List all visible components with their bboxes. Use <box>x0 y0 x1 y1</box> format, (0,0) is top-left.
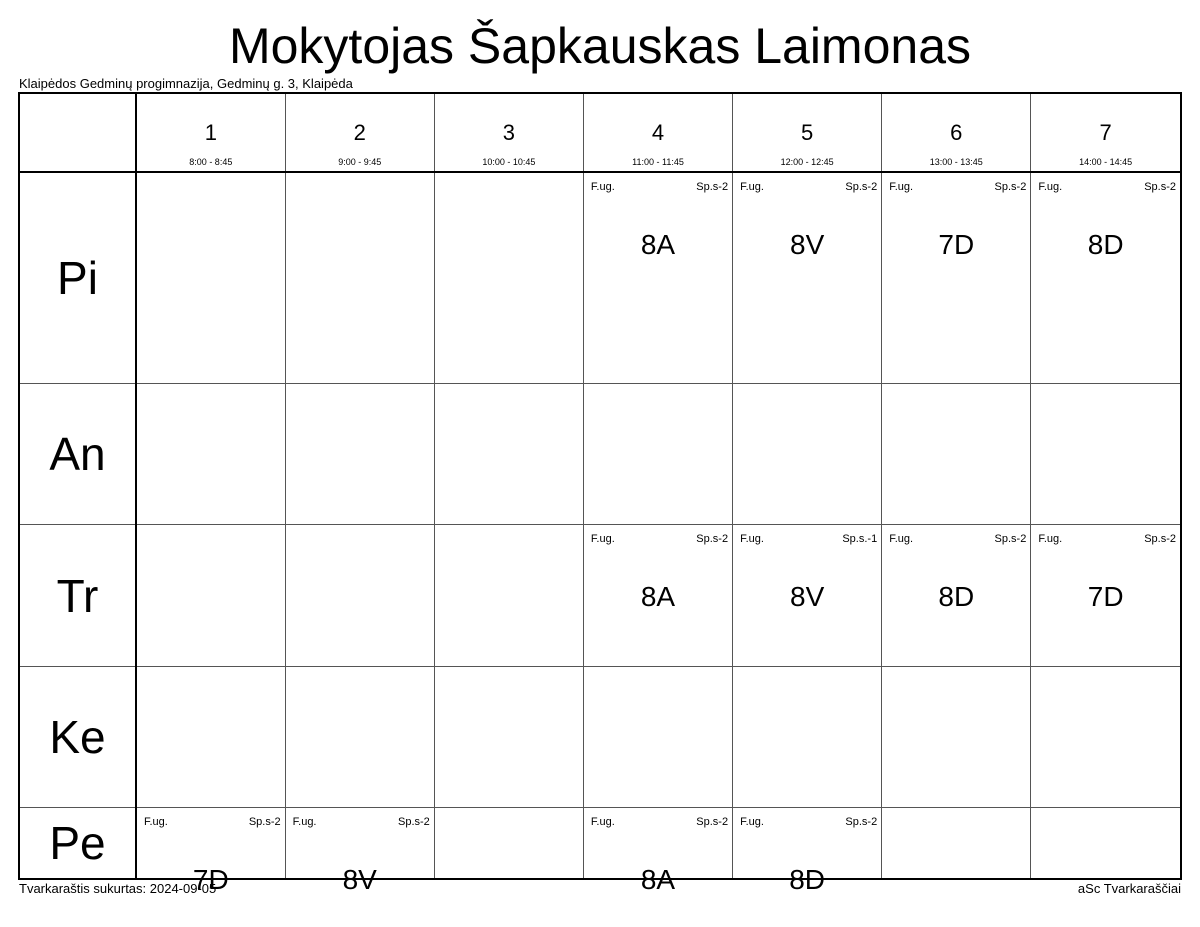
period-time: 14:00 - 14:45 <box>1079 157 1133 167</box>
lesson-room: Sp.s-2 <box>845 181 878 193</box>
lesson-subject: F.ug. <box>590 533 615 546</box>
empty-cell <box>136 384 285 525</box>
period-header-3 <box>434 94 583 172</box>
lesson-subject: F.ug. <box>740 533 764 546</box>
empty-cell <box>434 807 583 878</box>
lesson-room: Sp.s-2 <box>994 533 1027 546</box>
empty-cell <box>434 384 583 525</box>
day-label: Pi <box>57 252 98 305</box>
empty-cell <box>285 666 434 807</box>
lesson-cell <box>1031 172 1180 384</box>
empty-cell <box>882 666 1031 807</box>
empty-cell <box>285 172 434 384</box>
lesson-class: 7D <box>938 229 975 260</box>
lesson-room: Sp.s-2 <box>248 815 281 828</box>
period-header-4 <box>583 94 732 172</box>
day-label: An <box>49 428 106 481</box>
lesson-cell <box>583 172 732 384</box>
period-header-row <box>20 94 1180 172</box>
empty-cell <box>434 172 583 384</box>
empty-cell <box>733 666 882 807</box>
lesson-subject: F.ug. <box>144 815 168 828</box>
empty-cell <box>1031 807 1180 878</box>
empty-cell <box>882 384 1031 525</box>
day-row <box>20 807 1180 878</box>
lesson-class: 8A <box>640 229 676 260</box>
lesson-room: Sp.s-2 <box>1144 533 1176 546</box>
day-row <box>20 384 1180 525</box>
lesson-room: Sp.s-2 <box>845 815 878 828</box>
empty-cell <box>583 384 732 525</box>
lesson-cell <box>285 807 434 895</box>
lesson-room: Sp.s-2 <box>696 181 729 193</box>
lesson-cell <box>733 172 882 384</box>
lesson-class: 7D <box>192 863 229 895</box>
lesson-subject: F.ug. <box>292 815 317 828</box>
day-cell <box>20 666 136 807</box>
day-row <box>20 172 1180 384</box>
period-number: 4 <box>651 120 665 145</box>
lesson-subject: F.ug. <box>1038 533 1063 546</box>
lesson-room: Sp.s.-1 <box>842 533 878 546</box>
lesson-class: 8D <box>1087 229 1124 260</box>
lesson-class: 8A <box>640 863 676 895</box>
period-time: 10:00 - 10:45 <box>482 157 536 167</box>
empty-cell <box>1031 666 1180 807</box>
period-time: 8:00 - 8:45 <box>189 157 233 167</box>
empty-cell <box>733 384 882 525</box>
period-number: 3 <box>502 120 515 145</box>
period-time: 9:00 - 9:45 <box>338 157 382 167</box>
empty-cell <box>136 172 285 384</box>
lesson-subject: F.ug. <box>740 181 764 193</box>
lesson-room: Sp.s-2 <box>397 815 430 828</box>
lesson-class: 8V <box>790 581 825 613</box>
lesson-subject: F.ug. <box>1038 181 1063 193</box>
lesson-room: Sp.s-2 <box>994 181 1027 193</box>
period-number: 6 <box>950 120 963 145</box>
corner-cell <box>20 94 136 172</box>
school-address: Klaipėdos Gedminų progimnazija, Gedminų g. 3, Klaipėda <box>19 76 353 91</box>
lesson-class: 8A <box>640 581 676 613</box>
period-header-7 <box>1031 94 1180 172</box>
day-row <box>20 666 1180 807</box>
day-cell <box>20 525 136 666</box>
lesson-cell <box>136 807 285 895</box>
lesson-subject: F.ug. <box>889 533 914 546</box>
period-number: 5 <box>801 120 814 145</box>
period-time: 12:00 - 12:45 <box>780 157 834 167</box>
day-label: Tr <box>56 569 99 622</box>
empty-cell <box>1031 384 1180 525</box>
empty-cell <box>136 525 285 666</box>
period-number: 1 <box>204 120 217 145</box>
period-time: 11:00 - 11:45 <box>632 157 684 167</box>
lesson-cell <box>882 525 1031 666</box>
period-number: 7 <box>1099 120 1112 145</box>
lesson-subject: F.ug. <box>889 181 914 193</box>
day-cell <box>20 807 136 878</box>
lesson-cell <box>583 525 732 666</box>
lesson-class: 8V <box>342 863 377 895</box>
period-header-2 <box>285 94 434 172</box>
created-date: Tvarkaraštis sukurtas: 2024-09-05 <box>19 881 217 896</box>
lesson-class: 8V <box>790 229 825 260</box>
period-number: 2 <box>353 120 366 145</box>
period-time: 13:00 - 13:45 <box>929 157 983 167</box>
lesson-subject: F.ug. <box>590 815 615 828</box>
lesson-cell <box>733 525 882 666</box>
lesson-cell <box>1031 525 1180 666</box>
brand-label: aSc Tvarkaraščiai <box>1077 881 1181 896</box>
empty-cell <box>583 666 732 807</box>
lesson-subject: F.ug. <box>740 815 764 828</box>
empty-cell <box>434 525 583 666</box>
lesson-room: Sp.s-2 <box>1144 181 1176 193</box>
period-header-6 <box>882 94 1031 172</box>
lesson-class: 8D <box>938 581 975 613</box>
lesson-room: Sp.s-2 <box>696 533 729 546</box>
lesson-room: Sp.s-2 <box>696 815 729 828</box>
empty-cell <box>434 666 583 807</box>
lesson-cell <box>583 807 732 895</box>
day-row <box>20 525 1180 666</box>
lesson-cell <box>882 172 1031 384</box>
period-header-1 <box>136 94 285 172</box>
day-cell <box>20 384 136 525</box>
empty-cell <box>285 525 434 666</box>
empty-cell <box>285 384 434 525</box>
day-label: Ke <box>49 710 106 763</box>
lesson-class: 7D <box>1087 581 1124 613</box>
lesson-class: 8D <box>789 863 826 895</box>
day-cell <box>20 172 136 384</box>
empty-cell <box>882 807 1031 878</box>
lesson-cell <box>733 807 882 895</box>
period-header-5 <box>733 94 882 172</box>
day-label: Pe <box>49 816 106 869</box>
empty-cell <box>136 666 285 807</box>
lesson-subject: F.ug. <box>590 181 615 193</box>
page-title: Mokytojas Šapkauskas Laimonas <box>228 18 972 74</box>
